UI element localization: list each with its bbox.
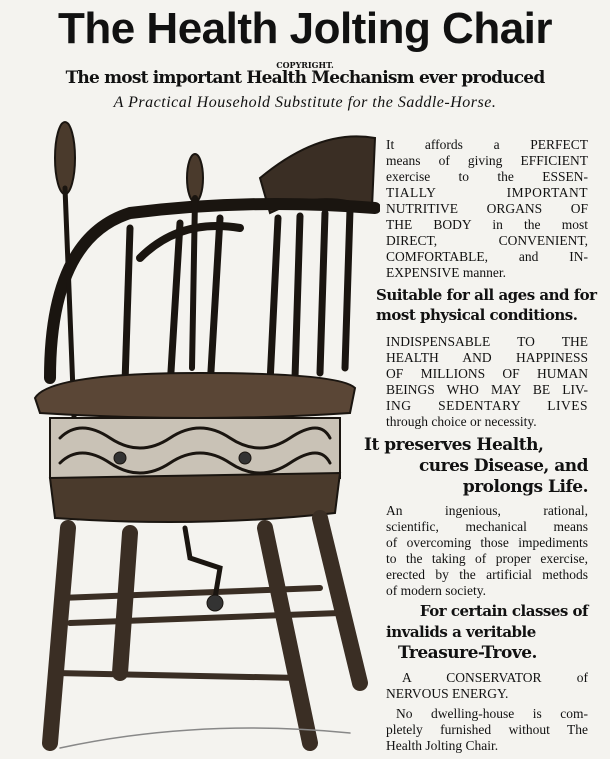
- body-line: INDISPENSABLE TO THE: [386, 334, 588, 349]
- body-line: NERVOUS ENERGY.: [386, 686, 509, 701]
- body-line: erected by the artificial methods: [386, 567, 588, 582]
- gothic-line: cures Disease, and: [418, 456, 588, 476]
- gothic-line: Suitable for all ages and for: [376, 286, 597, 304]
- gothic-line: invalids a veritable: [386, 623, 536, 641]
- body-line: COMFORTABLE, and IN-: [386, 249, 588, 264]
- subtitle: A Practical Household Substitute for the Saddle-Horse.: [113, 94, 497, 111]
- gothic-line: For certain classes of: [419, 602, 588, 620]
- body-line: It affords a PERFECT: [386, 137, 588, 152]
- body-line: EXPENSIVE manner.: [386, 265, 506, 280]
- body-line: HEALTH AND HAPPINESS: [386, 350, 588, 365]
- body-line: through choice or necessity.: [386, 414, 537, 429]
- body-line: NUTRITIVE ORGANS OF: [386, 201, 588, 216]
- body-line: THE BODY in the most: [386, 217, 588, 232]
- body-line: DIRECT, CONVENIENT,: [386, 233, 588, 248]
- body-line: An ingenious, rational,: [386, 503, 588, 518]
- gothic-line: prolongs Life.: [462, 477, 588, 497]
- body-line: BEINGS WHO MAY BE LIV-: [386, 382, 588, 397]
- gothic-line: Treasure-Trove.: [398, 643, 537, 663]
- body-line: exercise to the ESSEN-: [386, 169, 588, 184]
- ad-title: The Health Jolting Chair: [57, 4, 553, 53]
- copyright-notice: COPYRIGHT.: [276, 60, 334, 70]
- body-line: A CONSERVATOR of: [402, 670, 588, 685]
- gothic-line: It preserves Health,: [364, 435, 544, 455]
- jolting-chair-illustration: [20, 118, 380, 753]
- body-line: No dwelling-house is com-: [396, 706, 588, 721]
- body-line: pletely furnished without The: [386, 722, 588, 737]
- body-line: of modern society.: [386, 583, 486, 598]
- body-line: OF MILLIONS OF HUMAN: [386, 366, 588, 381]
- tagline: The most important Health Mechanism ever produced: [65, 68, 545, 88]
- body-line: Health Jolting Chair.: [386, 738, 499, 753]
- body-line: means of giving EFFICIENT: [386, 153, 588, 168]
- body-line: ING SEDENTARY LIVES: [386, 398, 588, 413]
- gothic-line: most physical conditions.: [376, 306, 578, 324]
- body-line: of overcoming those impediments: [386, 535, 588, 550]
- body-line: scientific, mechanical means: [386, 519, 588, 534]
- body-line: TIALLY IMPORTANT: [386, 185, 588, 200]
- body-line: to the taking of proper exercise,: [386, 551, 588, 566]
